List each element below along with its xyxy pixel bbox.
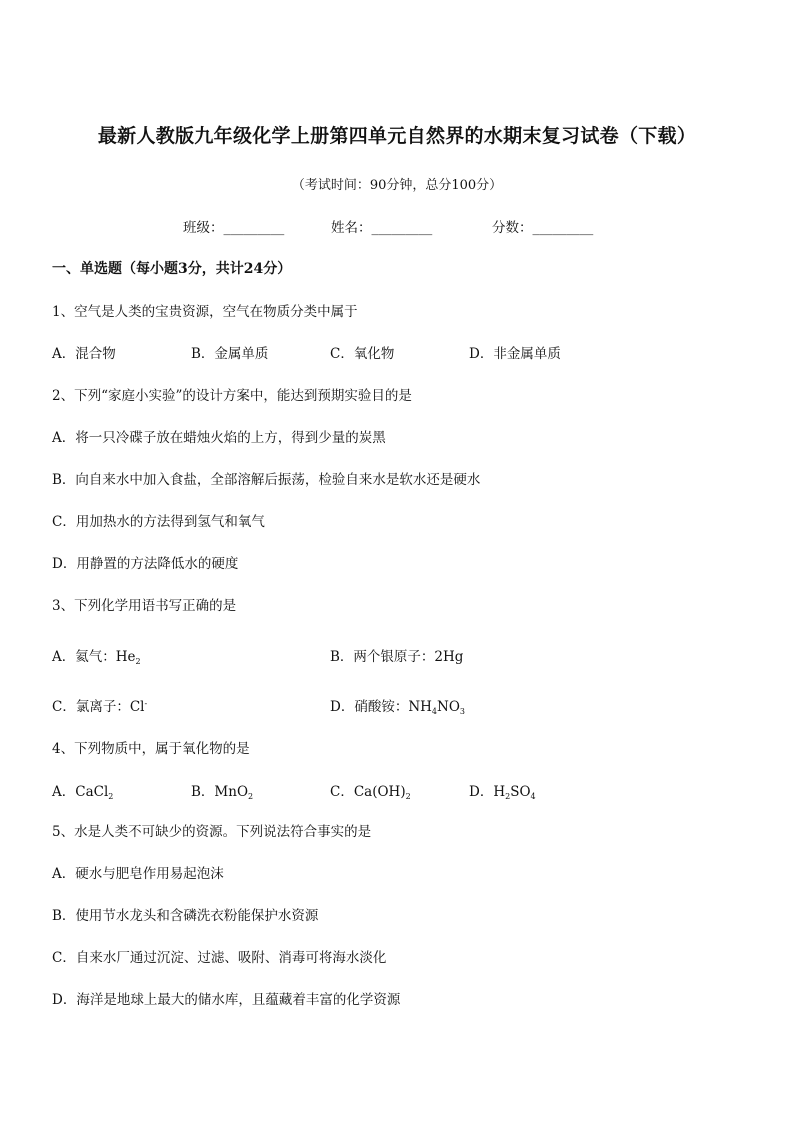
- subscript: 2: [505, 792, 511, 801]
- question-4-option-b: [191, 780, 253, 801]
- question-4-option-c: [330, 780, 411, 801]
- question-2-option-b: B．向自来水中加入食盐，全部溶解后振荡，检验自来水是软水还是硬水: [52, 472, 481, 488]
- subscript: 4: [431, 707, 438, 716]
- question-1-option-b: B．金属单质: [191, 346, 269, 362]
- question-2-option-a: A．将一只冷碟子放在蜡烛火焰的上方，得到少量的炭黑: [52, 430, 386, 446]
- subscript: 2: [405, 792, 411, 801]
- subscript: 3: [459, 707, 465, 716]
- question-5-option-d: D．海洋是地球上最大的储水库，且蕴藏着丰富的化学资源: [52, 992, 401, 1008]
- formula: NH: [408, 699, 432, 715]
- question-3-stem: 3、下列化学用语书写正确的是: [52, 598, 237, 614]
- exam-title: 最新人教版九年级化学上册第四单元自然界的水期末复习试卷（下载）: [97, 125, 697, 147]
- subscript: 2: [108, 792, 114, 801]
- question-1-stem: 1、空气是人类的宝贵资源，空气在物质分类中属于: [52, 304, 358, 320]
- formula: Cl: [129, 699, 145, 715]
- question-2-option-d: D．用静置的方法降低水的硬度: [52, 556, 239, 572]
- question-1-option-a: A．混合物: [52, 346, 116, 362]
- formula: NO: [437, 699, 460, 715]
- section-heading: 一、单选题（每小题3分，共计24分）: [52, 261, 292, 277]
- question-2-option-c: C．用加热水的方法得到氢气和氧气: [52, 514, 265, 530]
- question-3-option-b: B．两个银原子：2Hg: [330, 649, 464, 665]
- option-label: A．CaCl: [52, 784, 109, 800]
- formula: He: [115, 649, 136, 665]
- option-label: B．MnO: [191, 784, 249, 800]
- question-1-option-c: C．氧化物: [330, 346, 395, 362]
- formula: SO: [510, 784, 531, 800]
- question-5-option-a: A．硬水与肥皂作用易起泡沫: [52, 866, 224, 882]
- question-1-option-d: D．非金属单质: [469, 346, 561, 362]
- question-3-option-a: [52, 645, 141, 666]
- name-field: 姓名：_________: [331, 220, 433, 236]
- subscript: 4: [530, 792, 536, 801]
- question-2-stem: 2、下列“家庭小实验”的设计方案中，能达到预期实验目的是: [52, 388, 412, 404]
- question-4-option-a: [52, 780, 113, 801]
- subscript: 2: [248, 792, 254, 801]
- question-5-option-b: B．使用节水龙头和含磷洗衣粉能保护水资源: [52, 908, 319, 924]
- question-5-option-c: C．自来水厂通过沉淀、过滤、吸附、消毒可将海水淡化: [52, 950, 387, 966]
- score-field: 分数：_________: [492, 220, 594, 236]
- question-4-stem: 4、下列物质中，属于氧化物的是: [52, 741, 250, 757]
- class-field: 班级：_________: [183, 220, 285, 236]
- question-3-option-d: [330, 695, 465, 716]
- question-5-stem: 5、水是人类不可缺少的资源。下列说法符合事实的是: [52, 824, 372, 840]
- option-label: D．硝酸铵：: [330, 699, 409, 715]
- superscript: -: [144, 699, 148, 708]
- question-3-option-c: [52, 695, 147, 715]
- question-4-option-d: [469, 780, 536, 801]
- option-label: A．氦气：: [52, 649, 116, 665]
- subscript: 2: [135, 657, 141, 666]
- exam-subtitle: （考试时间：90分钟，总分100分）: [291, 178, 503, 193]
- option-label: C．氯离子：: [52, 699, 130, 715]
- option-label: C．Ca(OH): [330, 784, 406, 800]
- option-label: D．H: [469, 784, 506, 800]
